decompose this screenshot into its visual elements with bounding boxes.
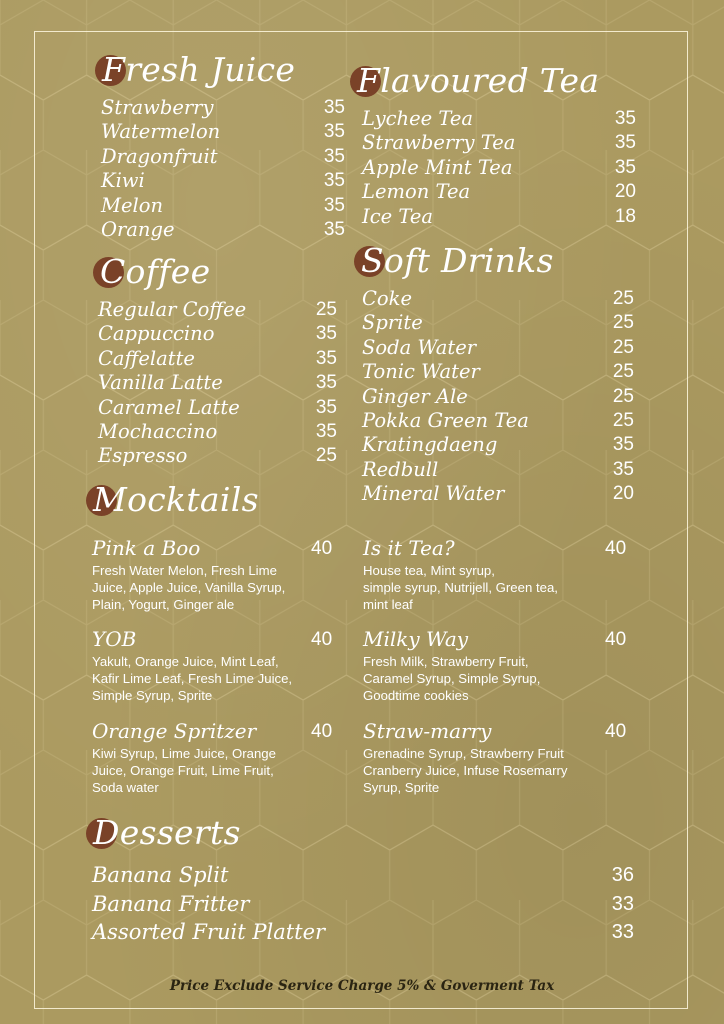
item-name: Espresso — [98, 444, 188, 468]
section-mocktails — [86, 482, 346, 526]
menu-item — [362, 107, 636, 131]
menu-item — [362, 180, 636, 204]
item-name: Tonic Water — [362, 360, 480, 384]
item-name: Sprite — [362, 311, 423, 335]
section-title: Coffee — [100, 252, 211, 291]
item-price: 40 — [311, 629, 333, 650]
item-name: Kratingdaeng — [362, 433, 498, 457]
item-name: Lychee Tea — [362, 107, 474, 130]
menu-item — [98, 444, 337, 468]
item-name: Ginger Ale — [362, 384, 468, 408]
item-name: Regular Coffee — [98, 298, 247, 321]
item-price: 35 — [612, 434, 634, 456]
menu-item — [101, 218, 345, 242]
item-name: Pink a Boo — [92, 536, 201, 560]
item-price: 36 — [611, 864, 634, 886]
section-title: Fresh Juice — [102, 50, 296, 89]
item-price: 40 — [311, 538, 333, 559]
item-name: Caffelatte — [98, 346, 195, 370]
item-name: Kiwi — [101, 169, 145, 193]
item-name: Ice Tea — [362, 204, 434, 228]
section-title: Soft Drinks — [361, 241, 554, 280]
item-description: Fresh Water Melon, Fresh Lime Juice, Apple Juice, Vanilla Syrup, Plain, Yogurt, Ginger ale — [92, 563, 286, 612]
item-price: 25 — [612, 312, 634, 334]
item-price: 35 — [614, 108, 636, 129]
menu-item — [98, 420, 337, 444]
menu-item — [362, 131, 636, 155]
menu-item — [362, 311, 634, 335]
section-desserts — [86, 815, 634, 949]
menu-item — [101, 169, 345, 193]
item-list — [93, 298, 337, 469]
item-name: Caramel Latte — [98, 395, 240, 419]
section-title: Flavoured Tea — [357, 61, 600, 100]
menu-item — [98, 322, 337, 346]
menu-item — [362, 409, 634, 433]
menu-item — [92, 920, 634, 949]
item-price: 35 — [323, 194, 345, 216]
item-name: Redbull — [362, 457, 439, 481]
item-price: 40 — [605, 629, 627, 650]
item-name: Mochaccino — [98, 419, 218, 443]
section-soft-drinks — [354, 243, 634, 507]
item-price: 20 — [612, 483, 634, 505]
item-price: 35 — [614, 156, 636, 178]
item-name: Apple Mint Tea — [362, 155, 513, 179]
item-price: 35 — [323, 97, 345, 118]
item-price: 40 — [311, 721, 333, 742]
item-price: 35 — [612, 458, 634, 480]
item-price: 18 — [614, 205, 636, 227]
item-price: 25 — [612, 361, 634, 383]
item-name: Orange Spritzer — [92, 719, 257, 743]
item-price: 35 — [315, 420, 337, 442]
item-price: 35 — [323, 145, 345, 167]
item-list — [86, 863, 634, 949]
item-name: Strawberry Tea — [362, 131, 516, 155]
menu-item — [362, 433, 634, 457]
item-description: Yakult, Orange Juice, Mint Leaf, Kafir Lime Leaf, Fresh Lime Juice, Simple Syrup, Sprite — [92, 654, 293, 703]
item-list — [350, 107, 636, 229]
menu-item — [92, 863, 634, 892]
item-price: 25 — [612, 288, 634, 309]
item-name: Mineral Water — [362, 482, 505, 506]
item-price: 25 — [612, 385, 634, 407]
item-name: Lemon Tea — [362, 180, 471, 204]
item-name: Dragonfruit — [101, 144, 218, 168]
menu-item — [98, 347, 337, 371]
item-list — [95, 96, 345, 242]
item-price: 35 — [323, 170, 345, 192]
item-list — [354, 287, 634, 507]
item-price: 25 — [612, 409, 634, 431]
item-name: Cappuccino — [98, 322, 215, 346]
menu-item — [101, 120, 345, 144]
item-price: 25 — [315, 299, 337, 320]
item-description: Kiwi Syrup, Lime Juice, Orange Juice, Orange Fruit, Lime Fruit, Soda water — [92, 746, 276, 795]
item-price: 35 — [323, 218, 345, 240]
menu-item — [101, 145, 345, 169]
item-name: Is it Tea? — [363, 536, 455, 560]
menu-item — [362, 385, 634, 409]
section-fresh-juice — [95, 52, 345, 242]
menu-item — [362, 205, 636, 229]
item-price: 40 — [605, 721, 627, 742]
section-title: Mocktails — [93, 480, 259, 519]
item-price: 33 — [611, 921, 634, 943]
section-coffee — [93, 254, 337, 469]
item-name: Soda Water — [362, 335, 477, 359]
item-price: 25 — [315, 445, 337, 467]
item-name: Orange — [101, 217, 175, 241]
item-price: 35 — [315, 396, 337, 418]
item-price: 35 — [315, 347, 337, 369]
menu-item — [362, 287, 634, 311]
item-price: 25 — [612, 336, 634, 358]
menu-item — [362, 156, 636, 180]
menu-item — [362, 336, 634, 360]
item-name: Melon — [101, 193, 164, 217]
item-price: 35 — [323, 121, 345, 143]
menu-item — [362, 458, 634, 482]
menu-item — [92, 892, 634, 921]
item-price: 35 — [614, 132, 636, 154]
menu-item — [98, 396, 337, 420]
item-name: Vanilla Latte — [98, 371, 223, 395]
menu-item — [362, 482, 634, 506]
item-price: 33 — [611, 892, 634, 915]
item-price: 40 — [605, 538, 627, 559]
item-name: Straw-marry — [363, 719, 492, 743]
item-price: 35 — [315, 372, 337, 394]
item-name: Banana Fritter — [92, 891, 250, 916]
menu-item — [101, 96, 345, 120]
menu-item — [101, 194, 345, 218]
item-description: House tea, Mint syrup, simple syrup, Nutrijell, Green tea, mint leaf — [363, 563, 558, 612]
section-title: Desserts — [93, 813, 241, 852]
item-name: Pokka Green Tea — [362, 408, 529, 432]
item-description: Grenadine Syrup, Strawberry Fruit Cranberry Juice, Infuse Rosemarry Syrup, Sprite — [363, 746, 568, 795]
item-name: Strawberry — [101, 96, 214, 119]
price-disclaimer: Price Exclude Service Charge 5% & Goverment Tax — [169, 978, 555, 994]
item-name: YOB — [92, 627, 137, 651]
item-name: Watermelon — [101, 120, 221, 144]
menu-item — [98, 298, 337, 322]
item-name: Milky Way — [363, 627, 469, 651]
menu-item — [98, 371, 337, 395]
section-flavoured-tea — [350, 63, 636, 229]
item-price: 35 — [315, 323, 337, 345]
item-name: Assorted Fruit Platter — [92, 920, 326, 944]
item-name: Banana Split — [92, 863, 229, 887]
menu-item — [362, 360, 634, 384]
item-name: Coke — [362, 287, 413, 310]
item-price: 20 — [614, 181, 636, 203]
item-description: Fresh Milk, Strawberry Fruit, Caramel Syrup, Simple Syrup, Goodtime cookies — [363, 654, 541, 703]
